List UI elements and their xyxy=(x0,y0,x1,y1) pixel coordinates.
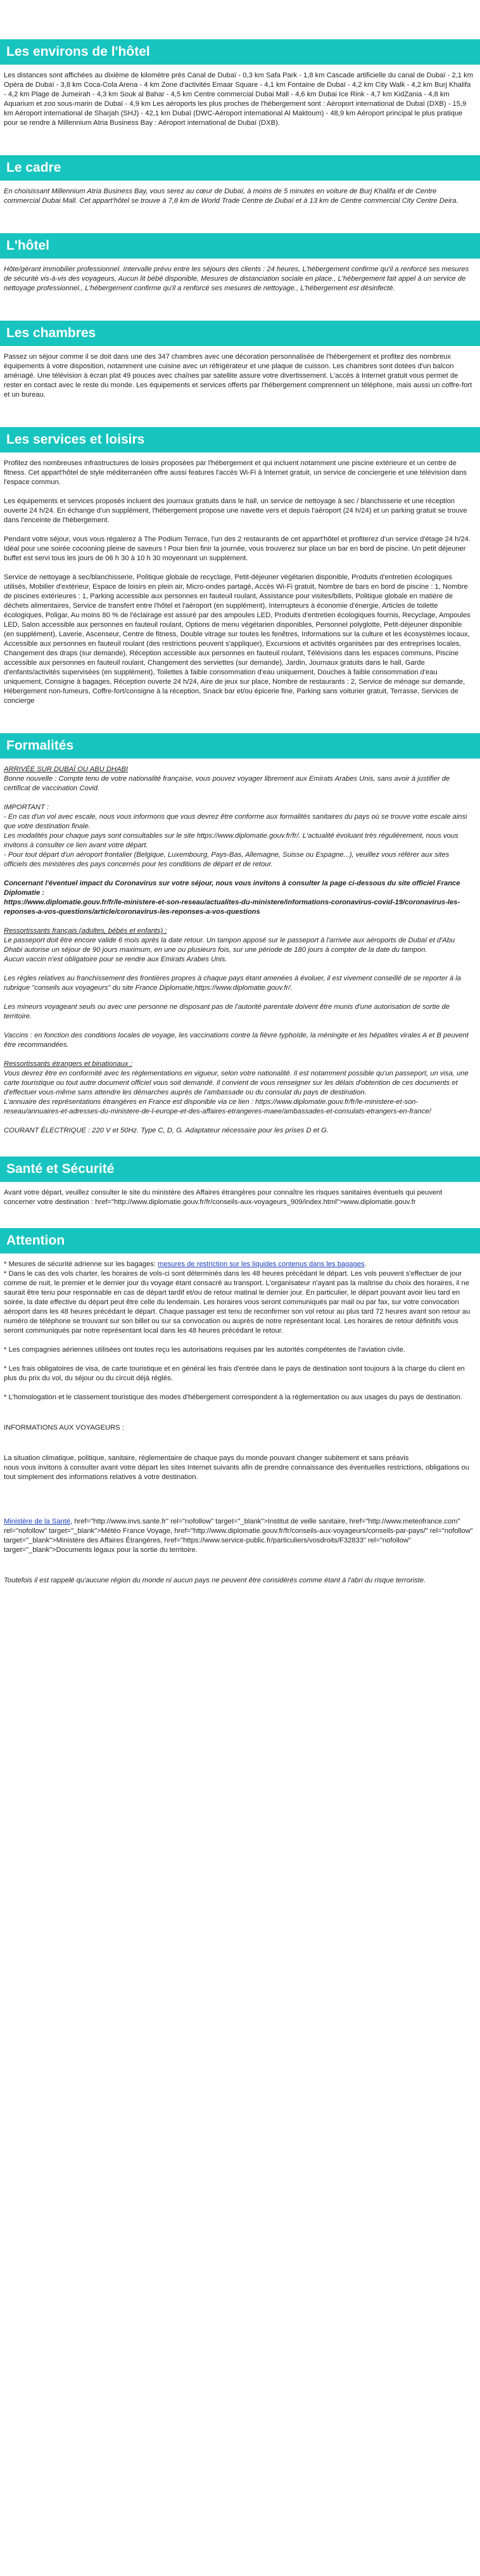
arrival-heading: ARRIVÉE SUR DUBAÏ OU ABU DHABI xyxy=(4,766,129,773)
section-cadre xyxy=(0,155,480,206)
important-text: - Pour tout départ d'un aéroport frontalier (Belgique, Luxembourg, Pays-Bas, Allemagne, Suisse ou Espagne...), veuillez vous référer aux sites officiels des ministères des pays concernés pour les conditions de départ et de retour. xyxy=(4,851,450,868)
section-title-attention: Attention xyxy=(0,1228,480,1253)
french-nationals-text: Le passeport doit être encore valide 6 mois après la date retour. Un tampon apposé sur le passeport à l'arrivée aux aéroports de Dubaï et d'Abu Dhabi autorise un séjour de 90 jours maximum, en une ou plusieurs fois, sur une période de 180 jours à compter de la date du tampon. xyxy=(4,937,455,954)
traveler-info-heading: INFORMATIONS AUX VOYAGEURS : xyxy=(4,1424,124,1432)
security-measures-suffix: . xyxy=(364,1260,367,1268)
airlines-text: * Les compagnies aériennes utilisées ont toutes reçu les autorisations requises par les autorités compétentes de l'aviation civile. xyxy=(4,1346,405,1354)
foreign-nationals-text: L'annuaire des représentations étrangères en France est disponible via ce lien : https://www.diplomatie.gouv.fr/fr/le-ministere-et-son-reseau/annuaires-et-adresses-du-ministere-de-l-europe-et-des-affaires-etrangeres-maee/ambassades-et-consulats-etrangers-en-france/ xyxy=(4,1098,431,1115)
foreign-nationals-text: Vous devrez être en conformité avec les réglementations en vigueur, selon votre nationalité. Il est notamment possible qu'un passeport, un visa, une carte touristique ou tout autre document officiel vous soit demandé. Il convient de vous renseigner sur les délais d'obtention de ces documents et d'effectuer vous-même sans attendre les démarches auprès de l'ambassade ou du consulat du pays de destination. xyxy=(4,1070,469,1096)
section-sante xyxy=(0,1157,480,1207)
electric-current-text: COURANT ÉLECTRIQUE : 220 V et 50Hz. Type C, D, G. Adaptateur nécessaire pour les prises D et G. xyxy=(4,1127,329,1134)
important-text: Les modalités pour chaque pays sont consultables sur le site https://www.diplomatie.gouv.fr/fr/. L'actualité évoluant très régulièrement, nous vous invitons à consulter ce lien avant votre départ. xyxy=(4,832,458,849)
security-measures-text xyxy=(4,1260,474,1269)
section-services xyxy=(0,427,480,706)
section-title-environs: Les environs de l'hôtel xyxy=(0,39,480,65)
section-environs xyxy=(0,39,480,128)
section-title-cadre: Le cadre xyxy=(0,155,480,181)
sante-text: Avant votre départ, veuillez consulter le site du ministère des Affaires étrangères pour connaître les risques sanitaires éventuels qui peuvent concerner votre destination : href="http://www.diplomatie.gouv.fr/fr/conseils-aux-voyageurs_909/index.html">www.diplomatie.gouv.fr xyxy=(4,1189,443,1206)
minors-text: Les mineurs voyageant seuls ou avec une personne ne disposant pas de l'autorité parentale doivent être munis d'une autorisation de sortie de territoire. xyxy=(4,1003,450,1020)
section-title-formalites: Formalités xyxy=(0,733,480,759)
foreign-nationals-heading: Ressortissants étrangers et binationaux : xyxy=(4,1060,132,1068)
french-nationals-text: Aucun vaccin n'est obligatoire pour se rendre aux Emirats Arabes Unis. xyxy=(4,956,227,963)
cadre-text: En choisissant Millennium Atria Business Bay, vous serez au cœur de Dubaï, à moins de 5 minutes en voiture de Burj Khalifa et de Centre commercial Dubai Mall. Cet appart'hôtel se trouve à 7,8 km de World Trade Centre de Dubaï et à 13 km de Centre commercial City Centre Deira. xyxy=(4,188,458,205)
charter-flights-text: * Dans le cas des vols charter, les horaires de vols-ci sont déterminés dans les 48 heures précédant le départ. Les vols peuvent s'effectuer de jour comme de nuit, le premier et le dernier jour du voyage étant consacré au transport. L'organisateur n'ayant pas la maîtrise du choix des horaires, il ne saurait être tenu pour responsable en cas de départ tardif et/ou de retour matinal le dernier jour. En particulier, le départ pouvant avoir lieu tard en soirée, la date effective du départ peut être celle du lendemain. Les horaires vous seront communiqués par mail ou par fax, sur votre convocation aéroport dans les 48 heures précédant le départ. Chaque passager est tenu de reconfirmer son vol retour au plus tard 72 heures avant son retour au numéro de téléphone se trouvant sur son billet ou sur sa convocation ou auprès de notre représentant local. Les horaires de retour définitifs vous seront communiqués par notre représentant local dans les 48 heures précédant le retour. xyxy=(4,1270,471,1335)
section-formalites xyxy=(0,733,480,1136)
section-attention xyxy=(0,1228,480,1586)
official-links-text xyxy=(4,1517,474,1555)
section-chambres xyxy=(0,321,480,400)
section-hotel xyxy=(0,233,480,293)
border-rules-text: Les règles relatives au franchissement des frontières propres à chaque pays étant amenées à évoluer, il est vivement conseillé de se reporter à la rubrique "conseils aux voyageurs" du site France Diplomatie,https://www.diplomatie.gouv.fr/. xyxy=(4,975,461,992)
health-ministry-link[interactable]: Ministère de la Santé xyxy=(4,1518,71,1525)
services-paragraph: Profitez des nombreuses infrastructures de loisirs proposées par l'hébergement et qui incluent notamment une piscine extérieure et un centre de fitness. Cet appart'hôtel de style méditerranéen offre aussi features l'accès Wi-Fi à Internet gratuit, un service de conciergerie et une télévision dans l'espace commun. xyxy=(4,459,467,486)
section-title-hotel: L'hôtel xyxy=(0,233,480,259)
important-text: - En cas d'un vol avec escale, nous vous informons que vous devrez être conforme aux formalités sanitaires du pays où se trouve votre escale ainsi que votre destination finale. xyxy=(4,813,467,830)
important-heading: IMPORTANT : xyxy=(4,804,49,811)
section-title-chambres: Les chambres xyxy=(0,321,480,346)
chambres-text: Passez un séjour comme il se doit dans une des 347 chambres avec une décoration personnalisée de l'hébergement et profitez des nombreux équipements à votre disposition, notamment une cuisine avec un réfrigérateur et une plaque de cuisson. Les chambres sont dotées d'un balcon aménagé. Une télévision à écran plat 49 pouces avec chaînes par satellite assure votre divertissement. L'accès à Internet gratuit vous permet de rester en contact avec le reste du monde. Les équipements et services offerts par l'hébergement comprennent un téléphone, mais aussi un coffre-fort et un bureau. xyxy=(4,353,472,399)
terrorism-risk-text: Toutefois il est rappelé qu'aucune région du monde ni aucun pays ne peuvent être considérés comme étant à l'abri du risque terroriste. xyxy=(4,1577,426,1584)
covid-url[interactable]: https://www.diplomatie.gouv.fr/fr/le-ministere-et-son-reseau/actualites-du-ministere/informations-coronavirus-covid-19/coronavirus-les-reponses-a-vos-questions/article/coronavirus-les-reponses-a-vos-questions xyxy=(4,899,460,916)
liquids-restriction-link[interactable]: mesures de restriction sur les liquides contenus dans les bagages xyxy=(158,1260,365,1268)
section-title-sante: Santé et Sécurité xyxy=(0,1157,480,1182)
accommodation-classification-text: * L'homologation et le classement touristique des modes d'hébergement correspondent à la réglementation ou aux usages du pays de destination. xyxy=(4,1394,462,1401)
arrival-text: Bonne nouvelle : Compte tenu de votre nationalité française, vous pouvez voyager librement aux Emirats Arabes Unis, sans avoir à justifier de certificat de vaccination Covid. xyxy=(4,775,450,792)
covid-text: Concernant l'éventuel impact du Coronavirus sur votre séjour, nous vous invitons à consulter la page ci-dessous du site officiel France Diplomatie : xyxy=(4,880,460,897)
vaccines-text: Vaccins : en fonction des conditions locales de voyage, les vaccinations contre la fièvre typhoïde, la méningite et les hépatites virales A et B peuvent être recommandées. xyxy=(4,1032,469,1049)
official-links-rest: , href="http://www.invs.sante.fr" rel="nofollow" target="_blank">Institut de veille sanitaire, href="http://www.meteofrance.com" rel="nofollow" target="_blank">Météo France Voyage, href="http://www.diplomatie.gouv.fr/fr/conseils-aux-voyageurs/conseils-par-pays/" rel="nofollow" target="_blank">Ministère des Affaires Étrangères, href="https://www.service-public.fr/particuliers/vosdroits/F32833" rel="nofollow" target="_blank">Documents légaux pour la sortie du territoire. xyxy=(4,1518,473,1554)
french-nationals-heading: Ressortissants français (adultes, bébés et enfants) : xyxy=(4,927,167,935)
traveler-info-text: La situation climatique, politique, sanitaire, réglementaire de chaque pays du monde pouvant changer subitement et sans préavis nous vous invitons à consulter avant votre départ les sites Internet suivants afin de prendre connaissance des éventuelles restrictions, obligations ou tout simplement des informations relatives à votre destination. xyxy=(4,1454,470,1481)
hotel-text: Hôte/gérant immobilier professionnel. Intervalle prévu entre les séjours des clients : 24 heures, L'hébergement confirme qu'il a renforcé ses mesures de sécurité vis-à-vis des voyageurs, Aucun lit bébé disponible, Mesures de distanciation sociale en place., L'hébergement fait appel à un service de nettoyage professionnel., L'hébergement confirme qu'il a renforcé ses mesures de nettoyage., L'hébergement est désinfecté. xyxy=(4,266,469,292)
security-measures-prefix: * Mesures de sécurité adrienne sur les bagages: xyxy=(4,1260,156,1268)
services-paragraph: Les équipements et services proposés incluent des journaux gratuits dans le hall, un service de nettoyage à sec / blanchisserie et une réception ouverte 24 h/24. En échange d'un supplément, l'hébergement propose une navette vers et depuis l'aéroport (24 h/24) et un parking gratuit se trouve dans l'enceinte de l'hébergement. xyxy=(4,497,467,524)
section-title-services: Les services et loisirs xyxy=(0,427,480,452)
visa-fees-text: * Les frais obligatoires de visa, de carte touristique et en général les frais d'entrée dans le pays de destination sont toujours à la charge du client en plus du prix du vol, du séjour ou du circuit déjà réglés. xyxy=(4,1365,465,1382)
environs-text: Les distances sont affichées au dixième de kilomètre près Canal de Dubaï - 0,3 km Safa Park - 1,8 km Cascade artificielle du canal de Dubaï - 2,1 km Opéra de Dubaï - 3,8 km Coca-Cola Arena - 4 km Zone d'activités Emaar Square - 4,1 km Fontaine de Dubaï - 4,2 km City Walk - 4,2 km Burj Khalifa - 4,2 km Plage de Jumeirah - 4,3 km Souk al Bahar - 4,5 km Centre commercial Dubai Mall - 4,6 km Dubai Ice Rink - 4,7 km KidZania - 4,8 km Aquarium et zoo sous-marin de Dubaï - 4,9 km Les aéroports les plus proches de l'hébergement sont : Aéroport international de Dubaï (DXB) - 15,9 km Aéroport international de Sharjah (SHJ) - 42,1 km Dubaï (DWC-Aéroport international Al Maktoum) - 48,9 km Aéroport principal le plus pratique pour se rendre à Millennium Atria Business Bay : Aéroport international de Dubaï (DXB). xyxy=(4,72,474,127)
services-amenities-list: Service de nettoyage à sec/blanchisserie, Politique globale de recyclage, Petit-déjeuner végétarien disponible, Produits d'entretien écologiques utilisés, Mobilier d'extérieur, Espace de loisirs en plein air, Micro-ondes partagé, Accès Wi-Fi gratuit, Nombre de bars en bord de piscine : 1, Nombre de piscines extérieures : 1, Parking accessible aux personnes en fauteuil roulant, Assistance pour visites/billets, Politique globale en matière de déchets alimentaires, Service de transfert entre l'hôtel et l'aéroport (en supplément), Interrupteurs à économie d'énergie, Articles de toilette écologiques, Poligar, Au moins 80 % de l'éclairage est assuré par des ampoules LED, Produits d'entretien écologiques fournis, Recyclage, Ampoules LED, Salon accessible aux personnes en fauteuil roulant, Options de menu végétarien disponibles, Personnel polyglotte, Petit-déjeuner disponible (en supplément), Laverie, Ascenseur, Centre de fitness, Double vitrage sur toutes les fenêtres, Informations sur la culture et les écosystèmes locaux, Accessible aux personnes en fauteuil roulant (des restrictions peuvent s'appliquer), Excursions et activités organisées par des entreprises locales, Changement des draps (sur demande), Réception accessible aux personnes en fauteuil roulant, Télévisions dans les espaces communs, Piscine accessible aux personnes en fauteuil roulant, Changement des serviettes (sur demande), Jardin, Journaux gratuits dans le hall, Garde d'enfants/activités supervisées (en supplément), Toilettes à faible consommation d'eau uniquement, Douches à faible consommation d'eau uniquement, Consigne à bagages, Réception ouverte 24 h/24, Aire de jeux sur place, Nombre de restaurants : 2, Service de ménage sur demande, Hébergement non-fumeurs, Coffre-fort/consigne à la réception, Snack bar et/ou épicerie fine, Parking sans voiturier gratuit, Terrasse, Services de concierge xyxy=(4,574,471,705)
services-paragraph: Pendant votre séjour, vous vous régalerez à The Podium Terrace, l'un des 2 restaurants de cet appart'hôtel et profiterez d'un service d'étage 24 h/24. Idéal pour une soirée cocooning pleine de saveurs ! Pour bien finir la journée, vous trouverez sur place un bar en bord de piscine. Un petit déjeuner buffet est servi tous les jours de 06 h 30 à 10 h 30 moyennant un supplément. xyxy=(4,535,471,562)
